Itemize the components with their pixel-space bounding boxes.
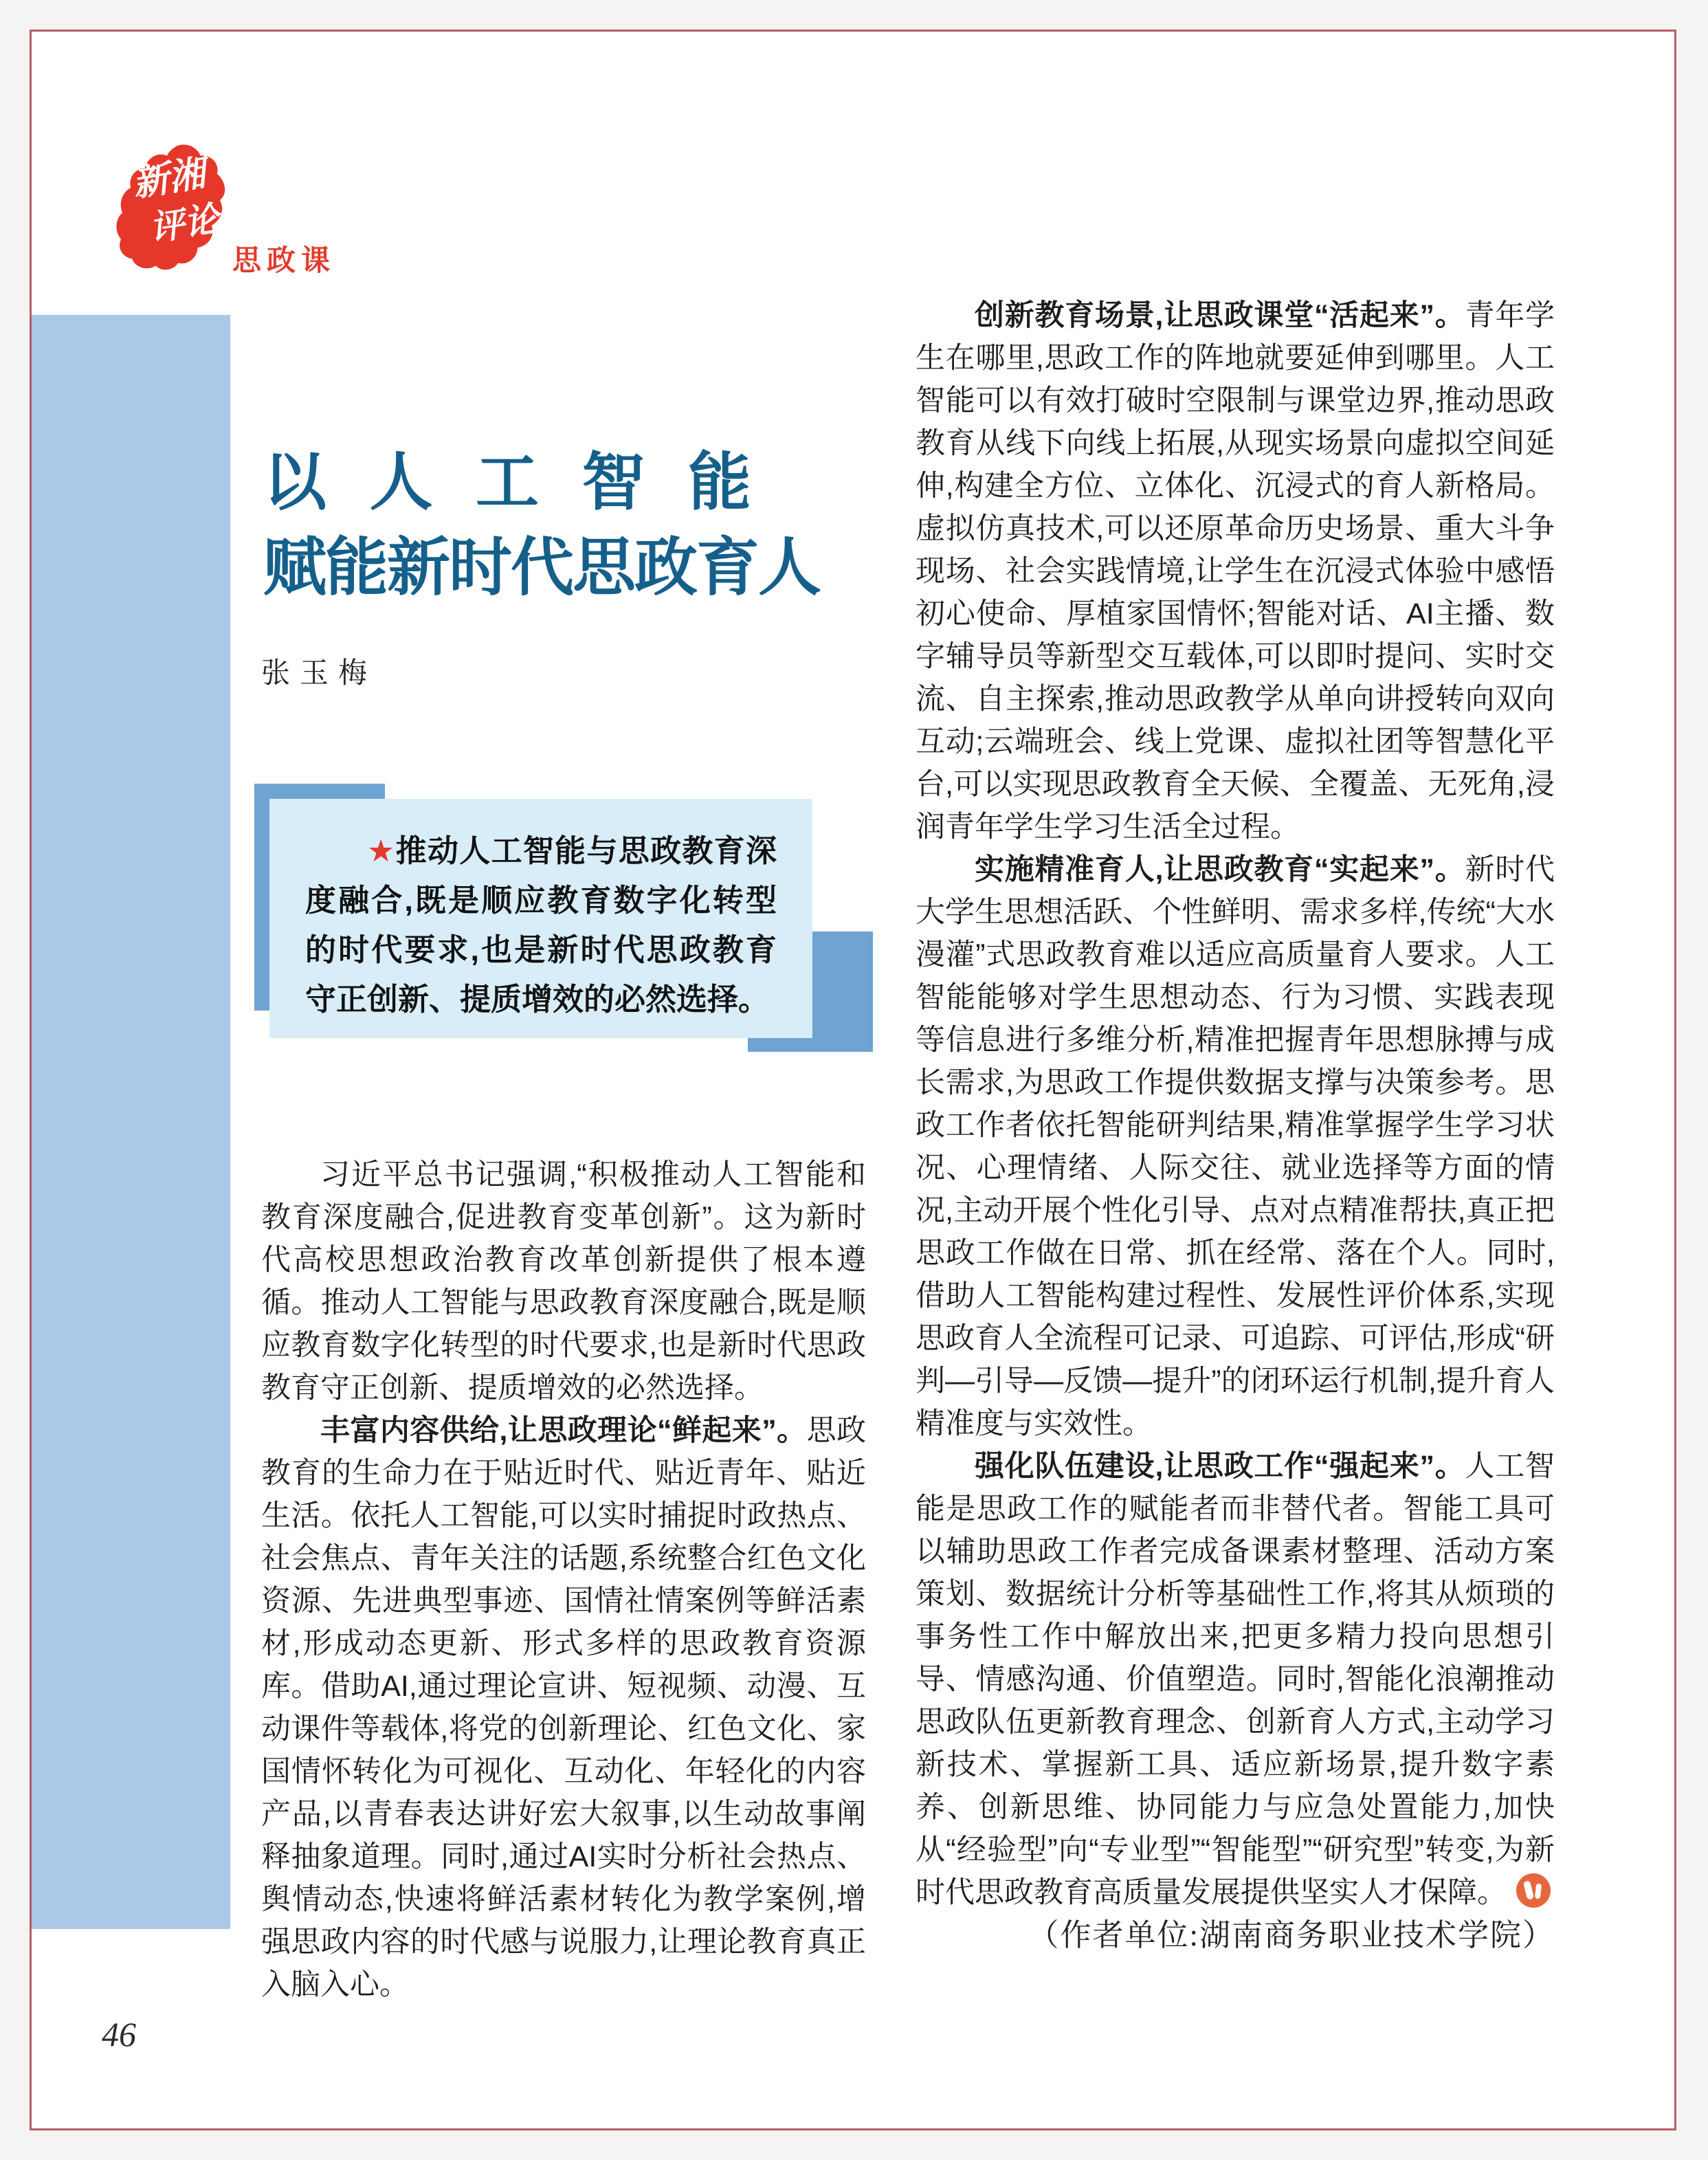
sidebar-accent-bar (32, 315, 230, 1929)
article-title (263, 440, 834, 610)
left-column (261, 1154, 866, 2006)
paragraph-team-building (916, 1445, 1555, 1914)
paragraph-text: 新时代大学生思想活跃、个性鲜明、需求多样,传统“大水漫灌”式思政教育难以适应高质量育人要求。人工智能能够对学生思想动态、行为习惯、实践表现等信息进行多维分析,精准把握青年思想脉搏与成长需求,为思政工作提供数据支撑与决策参考。思政工作者依托智能研判结果,精准掌握学生学习状况、心理情绪、人际交往、就业选择等方面的情况,主动开展个性化引导、点对点精准帮扶,真正把思政工作做在日常、抓在经常、落在个人。同时,借助人工智能构建过程性、发展性评价体系,实现思政育人全流程可记录、可追踪、可评估,形成“研判—引导—反馈—提升”的闭环运行机制,提升育人精准度与实效性。 (916, 853, 1555, 1440)
pull-quote-box (269, 799, 812, 1038)
pull-quote-text: 推动人工智能与思政教育深度融合,既是顺应教育数字化转型的时代要求,也是新时代思政教育守正创新、提质增效的必然选择。 (305, 833, 777, 1017)
paragraph-content-supply (261, 1409, 866, 2006)
paragraph-intro (261, 1154, 866, 1409)
page-number: 46 (102, 2015, 136, 2053)
paragraph-scene-innovation (916, 294, 1555, 848)
paragraph-intro-text: 习近平总书记强调,“积极推动人工智能和教育深度融合,促进教育变革创新”。这为新时代高校思想政治教育改革创新提供了根本遵循。推动人工智能与思政教育深度融合,既是顺应教育数字化转型的时代要求,也是新时代思政教育守正创新、提质增效的必然选择。 (261, 1158, 866, 1404)
pull-quote (254, 784, 873, 1053)
logo-calligraphy-line2: 评论 (146, 199, 222, 248)
logo-calligraphy-line1: 新湘 (130, 153, 208, 205)
paragraph-lead: 强化队伍建设,让思政工作“强起来”。 (975, 1450, 1465, 1483)
title-line-1: 以人工智能 (263, 448, 751, 518)
attribution: （作者单位:湖南商务职业技术学院） (1028, 1918, 1555, 1952)
paragraph-text: 思政教育的生命力在于贴近时代、贴近青年、贴近生活。依托人工智能,可以实时捕捉时政热点、社会焦点、青年关注的话题,系统整合红色文化资源、先进典型事迹、国情社情案例等鲜活素材,形成动态更新、形式多样的思政教育资源库。借助AI,通过理论宣讲、短视频、动漫、互动课件等载体,将党的创新理论、红色文化、家国情怀转化为可视化、互动化、年轻化的内容产品,以青春表达讲好宏大叙事,以生动故事阐释抽象道理。同时,通过AI实时分析社会热点、舆情动态,快速将鲜活素材转化为教学案例,增强思政内容的时代感与说服力,让理论教育真正入脑入心。 (261, 1414, 867, 2001)
paragraph-lead: 丰富内容供给,让思政理论“鲜起来”。 (320, 1414, 807, 1447)
star-icon: ★ (367, 833, 396, 868)
paragraph-lead: 创新教育场景,让思政课堂“活起来”。 (975, 299, 1465, 332)
hunan-map-icon (115, 141, 227, 272)
journal-logo (115, 141, 227, 272)
author-name: 张玉梅 (261, 658, 377, 690)
right-column (916, 294, 1555, 1957)
paragraph-lead: 实施精准育人,让思政教育“实起来”。 (975, 853, 1465, 886)
channel-label: 思政课 (232, 244, 336, 276)
paragraph-text: 青年学生在哪里,思政工作的阵地就要延伸到哪里。人工智能可以有效打破时空限制与课堂边界,推动思政教育从线下向线上拓展,从现实场景向虚拟空间延伸,构建全方位、立体化、沉浸式的育人新格局。虚拟仿真技术,可以还原革命历史场景、重大斗争现场、社会实践情境,让学生在沉浸式体验中感悟初心使命、厚植家国情怀;智能对话、AI主播、数字辅导员等新型交互载体,可以即时提问、实时交流、自主探索,推动思政教学从单向讲授转向双向互动;云端班会、线上党课、虚拟社团等智慧化平台,可以实现思政教育全天候、全覆盖、无死角,浸润青年学生学习生活全过程。 (916, 299, 1555, 844)
title-line-2: 赋能新时代思政育人 (263, 533, 821, 603)
paragraph-text: 人工智能是思政工作的赋能者而非替代者。智能工具可以辅助思政工作者完成备课素材整理、活动方案策划、数据统计分析等基础性工作,将其从烦琐的事务性工作中解放出来,把更多精力投向思想引导、情感沟通、价值塑造。同时,智能化浪潮推动思政队伍更新教育理念、创新育人方式,主动学习新技术、掌握新工具、适应新场景,提升数字素养、创新思维、协同能力与应急处置能力,加快从“经验型”向“专业型”“智能型”“研究型”转变,为新时代思政教育高质量发展提供坚实人才保障。 (916, 1450, 1555, 1909)
end-of-article-icon (1516, 1873, 1551, 1908)
paragraph-precise-education (916, 848, 1555, 1445)
